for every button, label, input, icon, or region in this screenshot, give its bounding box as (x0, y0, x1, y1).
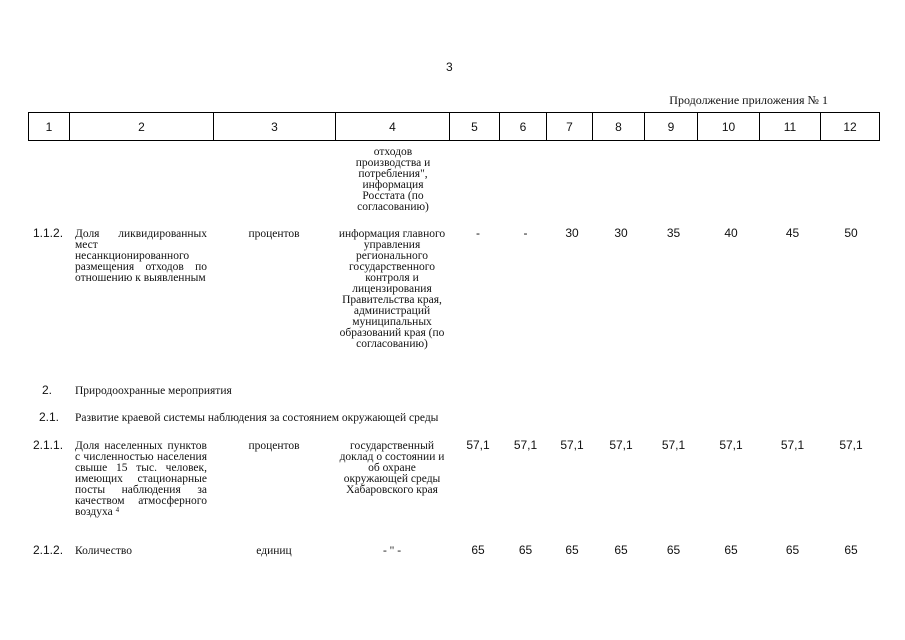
value-cell: 65 (666, 543, 681, 557)
value-cell: 65 (614, 543, 628, 557)
value-cell: - (476, 226, 480, 240)
page-number: 3 (446, 60, 453, 74)
column-header-table (28, 112, 880, 141)
row-code: 1.1.2. (33, 226, 64, 240)
column-header: 9 (645, 113, 698, 141)
section-title: Природоохранные мероприятия (75, 385, 232, 397)
column-header: 3 (214, 113, 336, 141)
subsection-code: 2.1. (39, 410, 60, 424)
row-name: Доля ликвидированных мест несанкционированного размещения отходов по отношению к выявленным (75, 228, 207, 284)
value-cell: 65 (565, 543, 579, 557)
row-code: 2.1.1. (33, 438, 64, 452)
value-cell: 57,1 (780, 438, 805, 452)
value-cell: 30 (614, 226, 628, 240)
row-name-text: Доля населенных пунктов с численностью населения свыше 15 тыс. человек, имеющих стационарные посты наблюдения за качеством атмосферного воздуха (75, 440, 207, 518)
value-cell: 50 (844, 226, 858, 240)
column-header: 8 (593, 113, 645, 141)
value-cell: 65 (844, 543, 858, 557)
value-cell: 65 (724, 543, 738, 557)
row-name: Количество (75, 545, 132, 557)
value-cell: 57,1 (719, 438, 743, 452)
row-source: - " - (382, 545, 402, 557)
column-header: 2 (70, 113, 214, 141)
value-cell: 57,1 (839, 438, 863, 452)
row-source: информация главного управления регионального государственного контроля и лицензирования Правительства края, администраций муниципальных образований края (по согласованию) (338, 228, 446, 350)
source-fragment: отходов производства и потребления", информация Росстата (по согласованию) (355, 146, 431, 213)
value-cell: 57,1 (513, 438, 538, 452)
row-code: 2.1.2. (33, 543, 64, 557)
footnote-mark: 4 (115, 506, 120, 514)
value-cell: 57,1 (560, 438, 584, 452)
value-cell: 57,1 (609, 438, 633, 452)
value-cell: 57,1 (466, 438, 490, 452)
value-cell: 35 (666, 226, 681, 240)
column-header: 11 (760, 113, 821, 141)
column-header: 10 (698, 113, 760, 141)
value-cell: 45 (785, 226, 800, 240)
column-header: 7 (547, 113, 593, 141)
section-code: 2. (42, 383, 53, 397)
row-name (75, 441, 207, 518)
column-header: 1 (29, 113, 70, 141)
subsection-title: Развитие краевой системы наблюдения за состоянием окружающей среды (75, 412, 439, 424)
column-header: 5 (450, 113, 500, 141)
row-unit: процентов (248, 228, 300, 240)
value-cell: 65 (518, 543, 533, 557)
value-cell: 40 (724, 226, 738, 240)
value-cell: 57,1 (661, 438, 686, 452)
column-header: 6 (500, 113, 547, 141)
column-header: 12 (821, 113, 880, 141)
row-unit: единиц (256, 545, 292, 557)
row-source: государственный доклад о состоянии и об охране окружающей среды Хабаровского края (339, 440, 445, 496)
value-cell: - (523, 226, 528, 240)
column-header: 4 (336, 113, 450, 141)
value-cell: 30 (565, 226, 579, 240)
value-cell: 65 (471, 543, 485, 557)
value-cell: 65 (785, 543, 800, 557)
continuation-caption: Продолжение приложения № 1 (669, 93, 828, 107)
row-unit: процентов (248, 440, 300, 452)
